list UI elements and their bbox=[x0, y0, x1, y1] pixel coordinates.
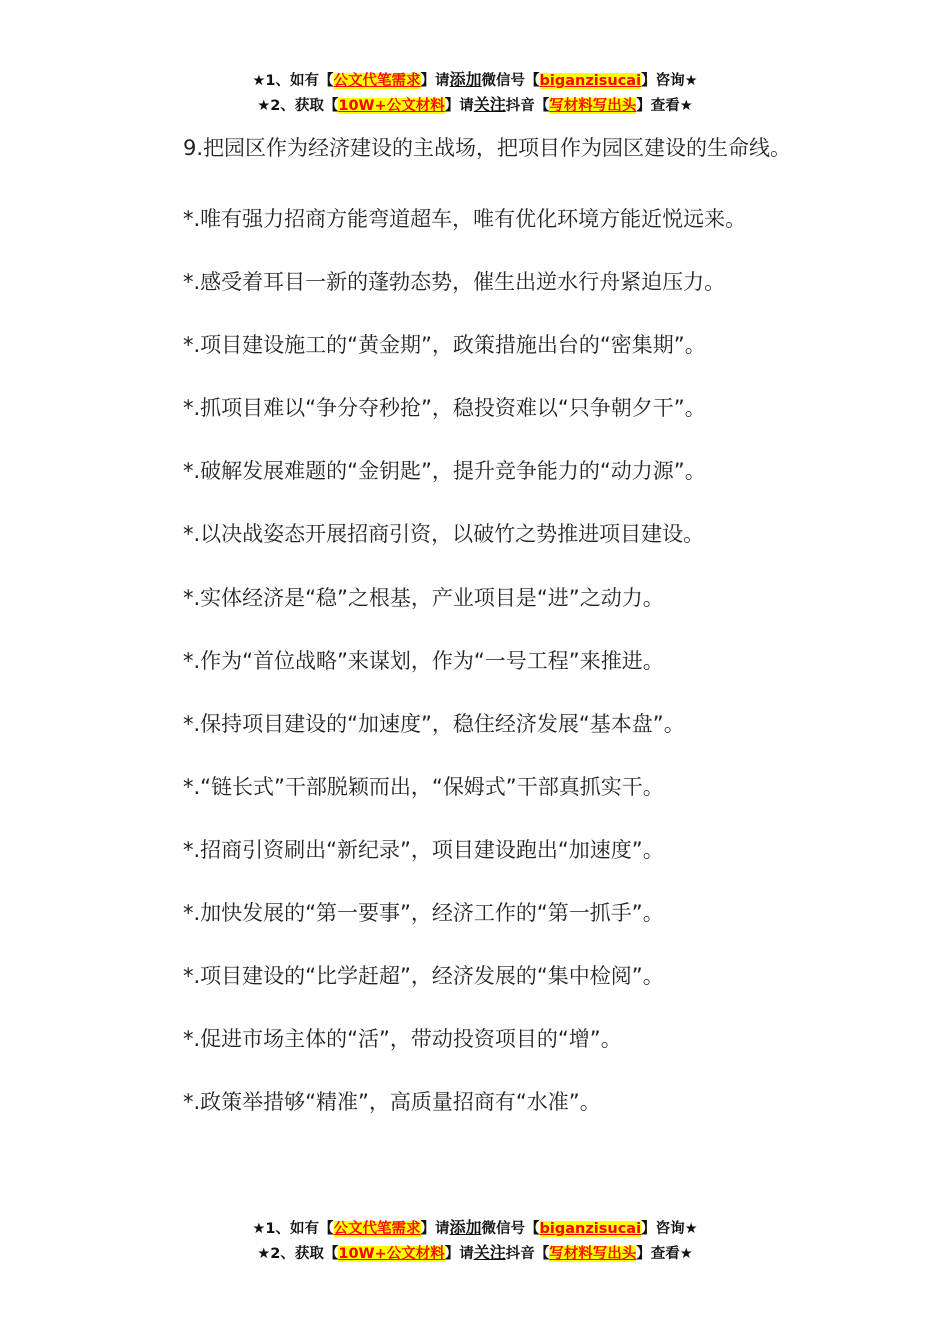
banner-line-2: ★2、获取【10W+公文材料】请关注抖音【写材料写出头】查看★ bbox=[257, 1243, 693, 1262]
emphasis-text: 关注 bbox=[473, 1243, 506, 1262]
wechat-id-link[interactable]: biganzisucai bbox=[539, 73, 642, 89]
list-item: *.作为“首位战略”来谋划，作为“一号工程”来推进。 bbox=[183, 648, 664, 673]
footer-banner bbox=[0, 1216, 950, 1266]
list-item: *.实体经济是“稳”之根基，产业项目是“进”之动力。 bbox=[183, 585, 664, 610]
highlight-text: 10W+公文材料 bbox=[338, 1246, 445, 1262]
list-item: *.唯有强力招商方能弯道超车，唯有优化环境方能近悦远来。 bbox=[183, 207, 747, 231]
emphasis-text: 添加 bbox=[449, 1218, 482, 1237]
list-item: *.保持项目建设的“加速度”，稳住经济发展“基本盘”。 bbox=[183, 711, 685, 736]
document-body bbox=[143, 124, 813, 1134]
list-item: *.政策举措够“精准”，高质量招商有“水准”。 bbox=[183, 1090, 601, 1115]
list-item: *.项目建设施工的“黄金期”，政策措施出台的“密集期”。 bbox=[183, 333, 706, 358]
list-item: *.“链长式”干部脱颖而出，“保姆式”干部真抓实干。 bbox=[183, 774, 664, 799]
wechat-id-link[interactable]: biganzisucai bbox=[539, 1221, 642, 1237]
banner-line-1: ★1、如有【公文代笔需求】请添加微信号【biganzisucai】咨询★ bbox=[252, 1218, 698, 1237]
list-item: *.感受着耳目一新的蓬勃态势，催生出逆水行舟紧迫压力。 bbox=[183, 270, 726, 295]
emphasis-text: 关注 bbox=[473, 95, 506, 114]
highlight-text: 10W+公文材料 bbox=[338, 98, 445, 114]
list-item: *.破解发展难题的“金钥匙”，提升竞争能力的“动力源”。 bbox=[183, 459, 706, 484]
douyin-account-link[interactable]: 写材料写出头 bbox=[549, 98, 637, 114]
highlight-text: 公文代笔需求 bbox=[333, 1221, 421, 1237]
banner-line-2: ★2、获取【10W+公文材料】请关注抖音【写材料写出头】查看★ bbox=[257, 95, 693, 114]
highlight-text: 公文代笔需求 bbox=[333, 73, 421, 89]
section-heading: 9.把园区作为经济建设的主战场，把项目作为园区建设的生命线。 bbox=[183, 136, 792, 160]
list-item: *.抓项目难以“争分夺秒抢”，稳投资难以“只争朝夕干”。 bbox=[183, 396, 706, 421]
list-item: *.以决战姿态开展招商引资，以破竹之势推进项目建设。 bbox=[183, 522, 705, 547]
header-banner bbox=[0, 68, 950, 118]
list-item: *.招商引资刷出“新纪录”，项目建设跑出“加速度”。 bbox=[183, 837, 664, 862]
list-item: *.加快发展的“第一要事”，经济工作的“第一抓手”。 bbox=[183, 901, 664, 926]
list-item: *.项目建设的“比学赶超”，经济发展的“集中检阅”。 bbox=[183, 964, 664, 989]
douyin-account-link[interactable]: 写材料写出头 bbox=[549, 1246, 637, 1262]
list-item: *.促进市场主体的“活”，带动投资项目的“增”。 bbox=[183, 1027, 622, 1052]
emphasis-text: 添加 bbox=[449, 70, 482, 89]
banner-line-1: ★1、如有【公文代笔需求】请添加微信号【biganzisucai】咨询★ bbox=[252, 70, 698, 89]
